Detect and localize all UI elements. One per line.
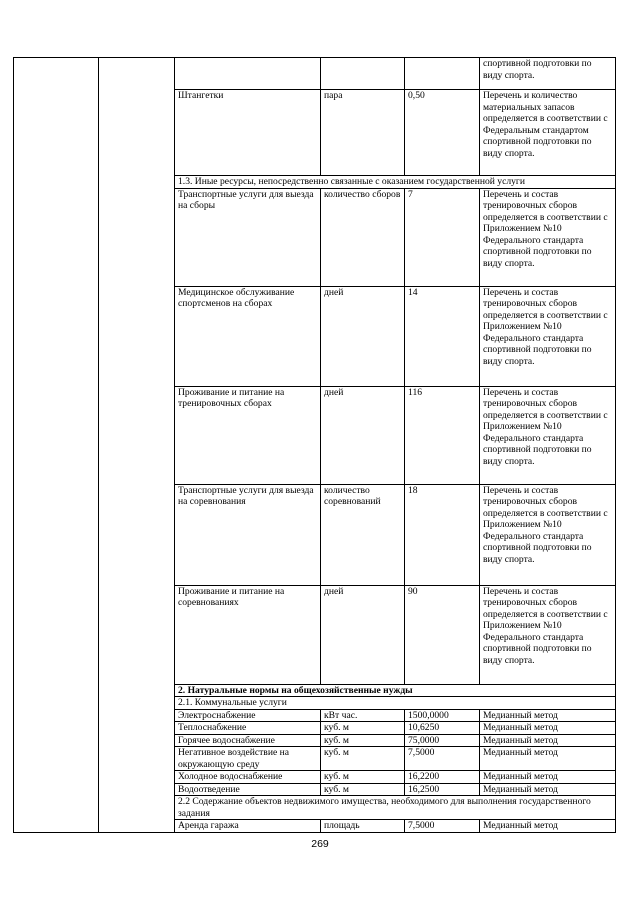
basis-cell: спортивной подготовки по виду спорта.	[480, 58, 616, 90]
merged-empty-cell-1	[14, 58, 99, 833]
unit-cell: пара	[321, 90, 405, 176]
unit-cell: дней	[321, 386, 405, 484]
basis-cell: Перечень и состав тренировочных сборов определяется в соответствии с Приложением №10 Федерального стандарта спортивной подготовки по виду спорта.	[480, 585, 616, 684]
unit-cell: куб. м	[321, 783, 405, 796]
value-cell: 7	[405, 188, 480, 286]
basis-cell: Медианный метод	[480, 734, 616, 747]
resource-name-cell: Горячее водоснабжение	[175, 734, 321, 747]
unit-cell: куб. м	[321, 734, 405, 747]
value-cell: 90	[405, 585, 480, 684]
value-cell: 1500,0000	[405, 709, 480, 722]
resource-name-cell: Штангетки	[175, 90, 321, 176]
value-cell: 75,0000	[405, 734, 480, 747]
unit-cell: куб. м	[321, 722, 405, 735]
basis-cell: Медианный метод	[480, 783, 616, 796]
value-cell: 7,5000	[405, 747, 480, 771]
unit-cell: количество соревнований	[321, 484, 405, 585]
resource-name-cell	[175, 58, 321, 90]
basis-cell: Медианный метод	[480, 771, 616, 784]
resource-name-cell: Негативное воздействие на окружающую среду	[175, 747, 321, 771]
page-number: 269	[311, 838, 329, 850]
resource-name-cell: Водоотведение	[175, 783, 321, 796]
section-heading: 2.1. Коммунальные услуги	[175, 697, 616, 710]
value-cell: 14	[405, 286, 480, 386]
basis-cell: Медианный метод	[480, 709, 616, 722]
basis-cell: Медианный метод	[480, 820, 616, 833]
resource-name-cell: Теплоснабжение	[175, 722, 321, 735]
resource-name-cell: Транспортные услуги для выезда на соревнования	[175, 484, 321, 585]
value-cell: 10,6250	[405, 722, 480, 735]
unit-cell: дней	[321, 585, 405, 684]
resource-name-cell: Аренда гаража	[175, 820, 321, 833]
resource-name-cell: Транспортные услуги для выезда на сборы	[175, 188, 321, 286]
resource-name-cell: Проживание и питание на соревнованиях	[175, 585, 321, 684]
value-cell: 16,2200	[405, 771, 480, 784]
section-heading: 1.3. Иные ресурсы, непосредственно связанные с оказанием государственной услуги	[175, 176, 616, 189]
merged-empty-cell-2	[99, 58, 175, 833]
basis-cell: Перечень и количество материальных запасов определяется в соответствии с Федеральным стандартом спортивной подготовки по виду спорта.	[480, 90, 616, 176]
section-heading: 2. Натуральные нормы на общехозяйственные нужды	[175, 684, 616, 697]
unit-cell: площадь	[321, 820, 405, 833]
norms-table	[13, 57, 616, 833]
basis-cell: Медианный метод	[480, 747, 616, 771]
basis-cell: Перечень и состав тренировочных сборов определяется в соответствии с Приложением №10 Федерального стандарта спортивной подготовки по виду спорта.	[480, 188, 616, 286]
unit-cell: дней	[321, 286, 405, 386]
basis-cell: Медианный метод	[480, 722, 616, 735]
basis-cell: Перечень и состав тренировочных сборов определяется в соответствии с Приложением №10 Федерального стандарта спортивной подготовки по виду спорта.	[480, 386, 616, 484]
basis-cell: Перечень и состав тренировочных сборов определяется в соответствии с Приложением №10 Федерального стандарта спортивной подготовки по виду спорта.	[480, 286, 616, 386]
value-cell: 0,50	[405, 90, 480, 176]
norms-table-body	[14, 58, 616, 833]
table-row	[14, 58, 616, 90]
resource-name-cell: Медицинское обслуживание спортсменов на сборах	[175, 286, 321, 386]
resource-name-cell: Проживание и питание на тренировочных сборах	[175, 386, 321, 484]
value-cell: 18	[405, 484, 480, 585]
value-cell	[405, 58, 480, 90]
unit-cell: куб. м	[321, 747, 405, 771]
value-cell: 16,2500	[405, 783, 480, 796]
unit-cell: кВт час.	[321, 709, 405, 722]
resource-name-cell: Электроснабжение	[175, 709, 321, 722]
value-cell: 116	[405, 386, 480, 484]
unit-cell	[321, 58, 405, 90]
value-cell: 7,5000	[405, 820, 480, 833]
basis-cell: Перечень и состав тренировочных сборов определяется в соответствии с Приложением №10 Федерального стандарта спортивной подготовки по виду спорта.	[480, 484, 616, 585]
section-heading: 2.2 Содержание объектов недвижимого имущества, необходимого для выполнения государственного задания	[175, 796, 616, 820]
unit-cell: куб. м	[321, 771, 405, 784]
unit-cell: количество сборов	[321, 188, 405, 286]
resource-name-cell: Холодное водоснабжение	[175, 771, 321, 784]
